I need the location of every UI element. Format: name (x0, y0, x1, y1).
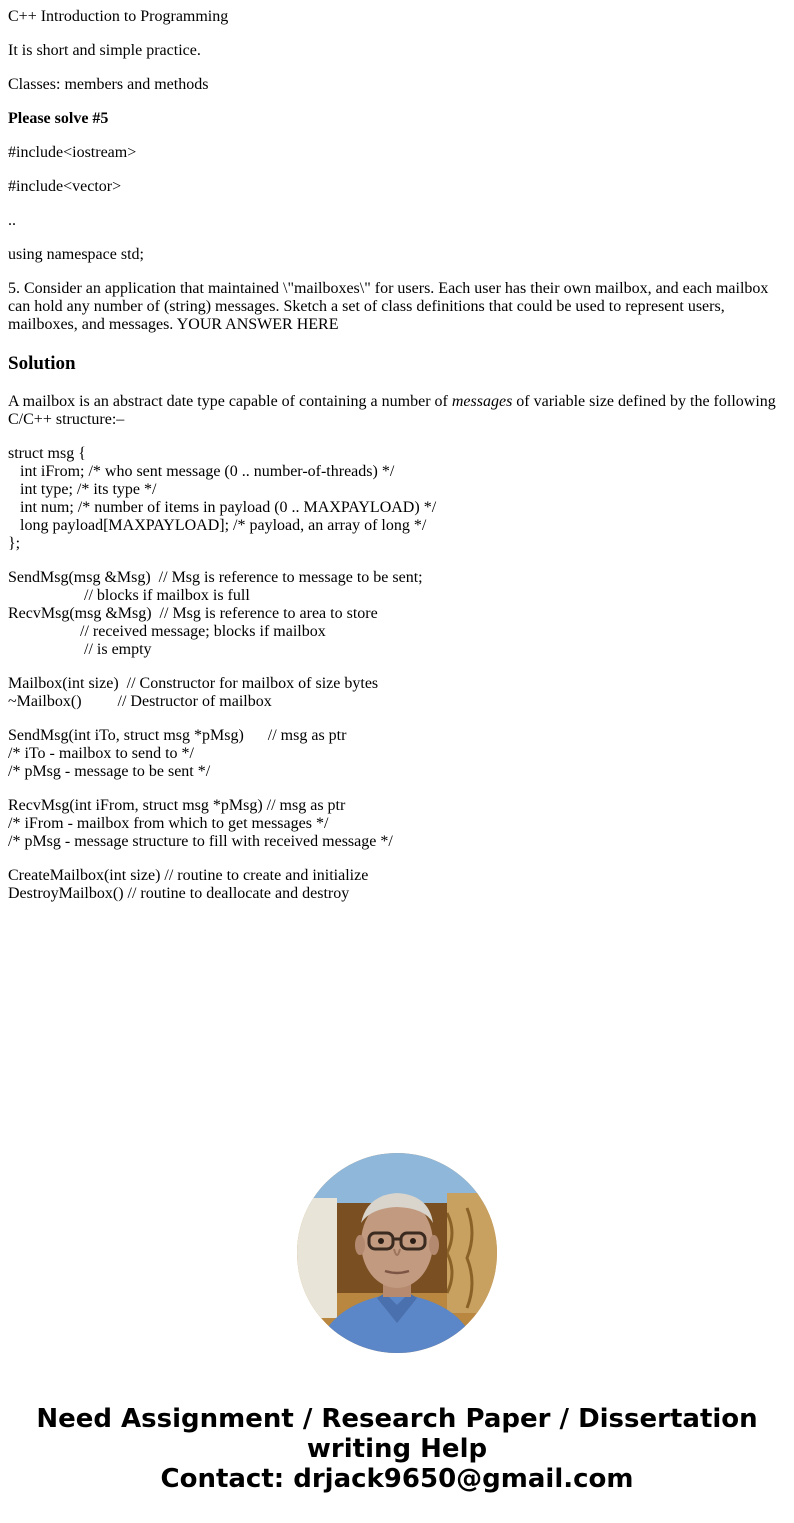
include-iostream: #include<iostream> (8, 144, 137, 161)
code-send-ptr: SendMsg(int iTo, struct msg *pMsg) // msg as ptr /* iTo - mailbox to send to */ /* pMsg - message to be sent */ (8, 727, 347, 780)
question-intro: It is short and simple practice. (8, 42, 201, 59)
ellipsis-line: .. (8, 212, 16, 229)
question-request: Please solve #5 (8, 110, 109, 127)
code-recv-ptr: RecvMsg(int iFrom, struct msg *pMsg) // msg as ptr /* iFrom - mailbox from which to get messages */ /* pMsg - message structure to fill with received message */ (8, 797, 393, 850)
problem-statement: 5. Consider an application that maintained \"mailboxes\" for users. Each user has their own mailbox, and each mailbox can hold any number of (string) messages. Sketch a set of class definitions that could be used to represent users, mailboxes, and messages. YOUR ANSWER HERE (8, 280, 769, 333)
code-send-recv-ref: SendMsg(msg &Msg) // Msg is reference to message to be sent; // blocks if mailbox is full RecvMsg(msg &Msg) // Msg is reference to area to store // received message; blocks if mailbox // is empty (8, 569, 423, 658)
banner-line-2: writing Help (306, 1434, 488, 1464)
author-avatar (297, 1153, 497, 1353)
namespace-line: using namespace std; (8, 246, 144, 263)
solution-intro (8, 393, 786, 429)
question-title: C++ Introduction to Programming (8, 8, 229, 25)
code-constructor: Mailbox(int size) // Constructor for mailbox of size bytes ~Mailbox() // Destructor of mailbox (8, 675, 379, 710)
solution-heading: Solution (8, 353, 76, 374)
author-portrait-image (297, 1153, 497, 1353)
solution-intro-emphasis: messages (451, 393, 513, 410)
include-vector: #include<vector> (8, 178, 122, 195)
solution-intro-end: of variable size defined by the following C/C++ structure:– (8, 393, 776, 428)
banner-line-1: Need Assignment / Research Paper / Dissertation (36, 1404, 758, 1434)
solution-intro-start: A mailbox is an abstract date type capable of containing a number of (8, 393, 452, 410)
code-create-destroy: CreateMailbox(int size) // routine to create and initialize DestroyMailbox() // routine to deallocate and destroy (8, 867, 369, 902)
contact-banner (0, 1404, 794, 1494)
question-topic: Classes: members and methods (8, 76, 209, 93)
banner-contact-email: Contact: drjack9650@gmail.com (160, 1464, 634, 1494)
code-struct-msg: struct msg { int iFrom; /* who sent message (0 .. number-of-threads) */ int type; /* its type */ int num; /* number of items in payload (0 .. MAXPAYLOAD) */ long payload[MAXPAYLOAD]; /* payload, an array of long */ }; (8, 445, 437, 552)
